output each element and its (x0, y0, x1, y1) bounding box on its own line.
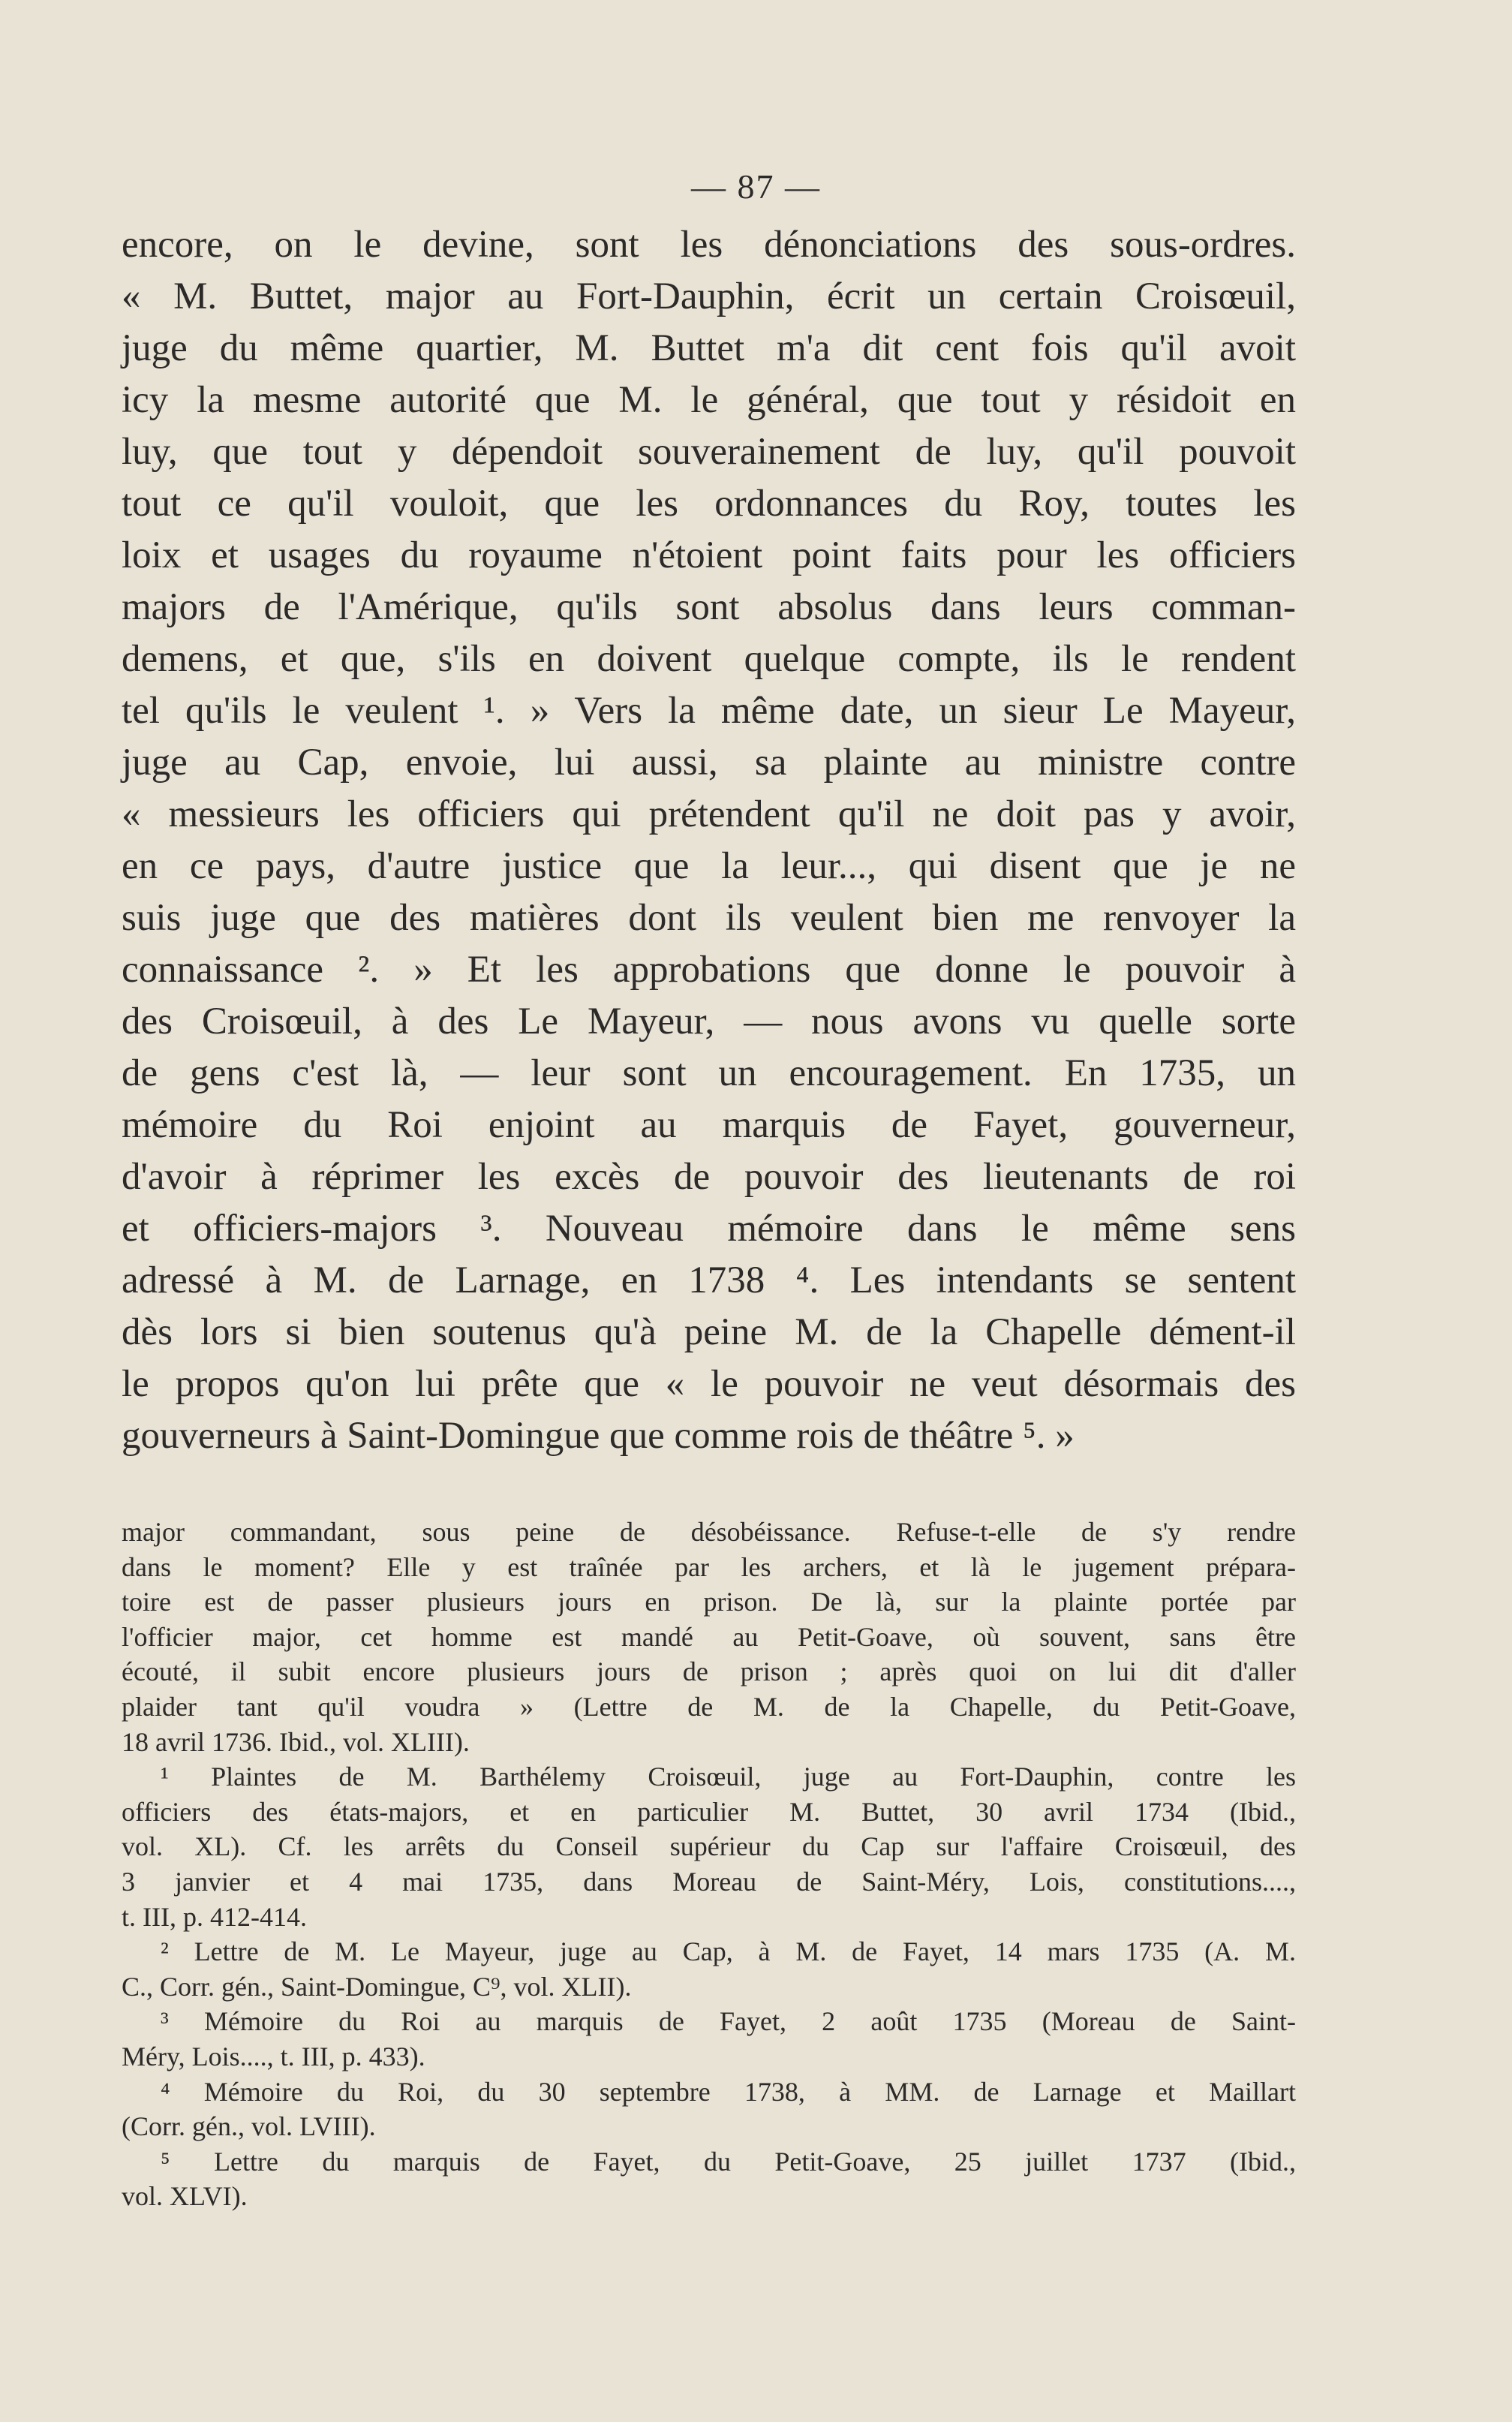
footnote-line: officiers des états-majors, et en particulier M. Buttet, 30 avril 1734 (Ibid., (122, 1796, 1296, 1827)
footnote-line: plaider tant qu'il voudra » (Lettre de M. de la Chapelle, du Petit-Goave, (122, 1691, 1296, 1722)
text-line: gouverneurs à Saint-Domingue que comme rois de théâtre ⁵. » (122, 1415, 1075, 1457)
text-line: juge du même quartier, M. Buttet m'a dit cent fois qu'il avoit (122, 327, 1296, 369)
footnote-line: 18 avril 1736. Ibid., vol. XLIII). (122, 1726, 470, 1757)
text-line: encore, on le devine, sont les dénonciations des sous-ordres. (122, 224, 1296, 266)
footnote-line: dans le moment? Elle y est traînée par les archers, et là le jugement prépara- (122, 1551, 1296, 1582)
footnote-line: t. III, p. 412-414. (122, 1901, 307, 1932)
text-line: suis juge que des matières dont ils veulent bien me renvoyer la (122, 897, 1296, 939)
footnote-line: 3 janvier et 4 mai 1735, dans Moreau de Saint-Méry, Lois, constitutions...., (122, 1866, 1296, 1897)
text-line: luy, que tout y dépendoit souverainement de luy, qu'il pouvoit (122, 431, 1296, 473)
text-line: juge au Cap, envoie, lui aussi, sa plainte au ministre contre (122, 742, 1296, 784)
footnote-line: ⁴ Mémoire du Roi, du 30 septembre 1738, à MM. de Larnage et Maillart (161, 2076, 1296, 2107)
text-line: mémoire du Roi enjoint au marquis de Fayet, gouverneur, (122, 1104, 1296, 1146)
text-line: d'avoir à réprimer les excès de pouvoir des lieutenants de roi (122, 1156, 1296, 1198)
text-line: « messieurs les officiers qui prétendent qu'il ne doit pas y avoir, (122, 793, 1296, 835)
footnote-line: ⁵ Lettre du marquis de Fayet, du Petit-Goave, 25 juillet 1737 (Ibid., (161, 2146, 1296, 2177)
text-line: le propos qu'on lui prête que « le pouvoir ne veut désormais des (122, 1363, 1296, 1405)
text-line: connaissance ². » Et les approbations que donne le pouvoir à (122, 949, 1296, 991)
text-line: « M. Buttet, major au Fort-Dauphin, écrit un certain Croisœuil, (122, 275, 1296, 317)
footnote-line: toire est de passer plusieurs jours en prison. De là, sur la plainte portée par (122, 1587, 1296, 1617)
text-line: majors de l'Amérique, qu'ils sont absolus dans leurs comman- (122, 586, 1296, 628)
footnote-line: l'officier major, cet homme est mandé au Petit-Goave, où souvent, sans être (122, 1621, 1296, 1652)
footnote-line: ¹ Plaintes de M. Barthélemy Croisœuil, juge au Fort-Dauphin, contre les (161, 1762, 1296, 1792)
footnotes (122, 1515, 1296, 2214)
text-line: en ce pays, d'autre justice que la leur..., qui disent que je ne (122, 845, 1296, 887)
footnote-line: Méry, Lois...., t. III, p. 433). (122, 2041, 425, 2071)
text-line: tout ce qu'il vouloit, que les ordonnances du Roy, toutes les (122, 483, 1296, 525)
footnote-line: vol. XL). Cf. les arrêts du Conseil supérieur du Cap sur l'affaire Croisœuil, des (122, 1831, 1296, 1862)
footnote-line: C., Corr. gén., Saint-Domingue, C⁹, vol. XLII). (122, 1971, 632, 2002)
text-line: adressé à M. de Larnage, en 1738 ⁴. Les intendants se sentent (122, 1259, 1296, 1301)
page-number: — 87 — (691, 167, 821, 206)
text-line: et officiers-majors ³. Nouveau mémoire dans le même sens (122, 1208, 1296, 1250)
footnote-line: major commandant, sous peine de désobéissance. Refuse-t-elle de s'y rendre (122, 1517, 1296, 1547)
footnote-line: ² Lettre de M. Le Mayeur, juge au Cap, à M. de Fayet, 14 mars 1735 (A. M. (161, 1936, 1296, 1967)
main-text (122, 219, 1296, 1462)
footnote-line: ³ Mémoire du Roi au marquis de Fayet, 2 août 1735 (Moreau de Saint- (161, 2006, 1296, 2037)
footnote-line: vol. XLVI). (122, 2181, 248, 2212)
text-line: dès lors si bien soutenus qu'à peine M. de la Chapelle dément-il (122, 1311, 1296, 1353)
text-line: icy la mesme autorité que M. le général, que tout y résidoit en (122, 379, 1296, 421)
footnote-line: écouté, il subit encore plusieurs jours de prison ; après quoi on lui dit d'aller (122, 1656, 1296, 1687)
text-line: tel qu'ils le veulent ¹. » Vers la même date, un sieur Le Mayeur, (122, 690, 1296, 732)
footnote-line: (Corr. gén., vol. LVIII). (122, 2111, 376, 2142)
text-line: demens, et que, s'ils en doivent quelque compte, ils le rendent (122, 638, 1296, 680)
text-line: de gens c'est là, — leur sont un encouragement. En 1735, un (122, 1052, 1296, 1094)
text-line: des Croisœuil, à des Le Mayeur, — nous avons vu quelle sorte (122, 1000, 1296, 1043)
text-line: loix et usages du royaume n'étoient point faits pour les officiers (122, 534, 1296, 576)
